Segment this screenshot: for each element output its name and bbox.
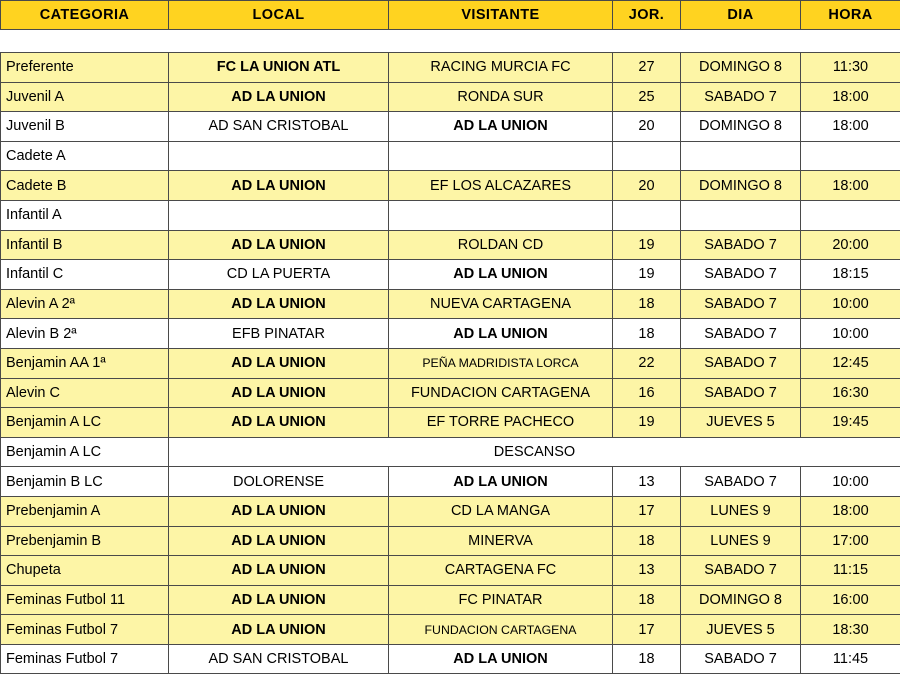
cell-categoria: Alevin C bbox=[1, 378, 169, 408]
cell-dia: SABADO 7 bbox=[681, 467, 801, 497]
table-row bbox=[1, 348, 900, 378]
cell-hora: 10:00 bbox=[801, 289, 900, 319]
cell-hora: 18:00 bbox=[801, 112, 900, 142]
cell-categoria: Alevin B 2ª bbox=[1, 319, 169, 349]
cell-local: AD LA UNION bbox=[169, 171, 389, 201]
cell-local: EFB PINATAR bbox=[169, 319, 389, 349]
cell-jornada: 20 bbox=[613, 112, 681, 142]
cell-dia: DOMINGO 8 bbox=[681, 53, 801, 83]
cell-local: AD LA UNION bbox=[169, 348, 389, 378]
cell-visitante: CD LA MANGA bbox=[389, 496, 613, 526]
cell-dia: DOMINGO 8 bbox=[681, 171, 801, 201]
cell-jornada: 18 bbox=[613, 644, 681, 674]
cell-local: AD LA UNION bbox=[169, 289, 389, 319]
table-row bbox=[1, 556, 900, 586]
cell-local: AD SAN CRISTOBAL bbox=[169, 112, 389, 142]
cell-visitante: FC PINATAR bbox=[389, 585, 613, 615]
cell-visitante: MINERVA bbox=[389, 526, 613, 556]
cell-jornada: 19 bbox=[613, 260, 681, 290]
table-row bbox=[1, 526, 900, 556]
spacer-cell bbox=[1, 30, 900, 53]
cell-local: FC LA UNION ATL bbox=[169, 53, 389, 83]
cell-visitante: EF TORRE PACHECO bbox=[389, 408, 613, 438]
cell-hora: 11:45 bbox=[801, 644, 900, 674]
table-row bbox=[1, 53, 900, 83]
table-row bbox=[1, 496, 900, 526]
cell-jornada: 18 bbox=[613, 289, 681, 319]
cell-jornada: 13 bbox=[613, 556, 681, 586]
cell-hora: 18:00 bbox=[801, 171, 900, 201]
cell-dia: SABADO 7 bbox=[681, 556, 801, 586]
cell-local: AD LA UNION bbox=[169, 82, 389, 112]
table-row bbox=[1, 171, 900, 201]
cell-visitante: AD LA UNION bbox=[389, 644, 613, 674]
table-row bbox=[1, 437, 900, 467]
cell-categoria: Benjamin A LC bbox=[1, 408, 169, 438]
table-row bbox=[1, 112, 900, 142]
cell-categoria: Infantil C bbox=[1, 260, 169, 290]
cell-categoria: Feminas Futbol 11 bbox=[1, 585, 169, 615]
cell-jornada: 13 bbox=[613, 467, 681, 497]
cell-local: CD LA PUERTA bbox=[169, 260, 389, 290]
cell-dia bbox=[681, 200, 801, 230]
cell-categoria: Prebenjamin A bbox=[1, 496, 169, 526]
table-header bbox=[1, 1, 900, 30]
table-row bbox=[1, 378, 900, 408]
cell-visitante: NUEVA CARTAGENA bbox=[389, 289, 613, 319]
cell-jornada: 27 bbox=[613, 53, 681, 83]
cell-jornada: 20 bbox=[613, 171, 681, 201]
cell-hora: 10:00 bbox=[801, 467, 900, 497]
table-row bbox=[1, 615, 900, 645]
cell-categoria: Infantil B bbox=[1, 230, 169, 260]
cell-dia: LUNES 9 bbox=[681, 496, 801, 526]
cell-visitante: AD LA UNION bbox=[389, 319, 613, 349]
cell-categoria: Cadete B bbox=[1, 171, 169, 201]
table-row bbox=[1, 408, 900, 438]
cell-jornada: 17 bbox=[613, 615, 681, 645]
column-header-dia: DIA bbox=[681, 1, 801, 30]
cell-jornada: 22 bbox=[613, 348, 681, 378]
cell-hora: 11:15 bbox=[801, 556, 900, 586]
cell-categoria: Cadete A bbox=[1, 141, 169, 171]
header-row bbox=[1, 1, 900, 30]
table-row bbox=[1, 260, 900, 290]
cell-visitante: FUNDACION CARTAGENA bbox=[389, 378, 613, 408]
cell-hora: 10:00 bbox=[801, 319, 900, 349]
cell-categoria: Feminas Futbol 7 bbox=[1, 644, 169, 674]
column-header-categoria: CATEGORIA bbox=[1, 1, 169, 30]
column-header-local: LOCAL bbox=[169, 1, 389, 30]
cell-hora: 18:30 bbox=[801, 615, 900, 645]
table-row bbox=[1, 319, 900, 349]
cell-local: AD LA UNION bbox=[169, 585, 389, 615]
cell-jornada: 25 bbox=[613, 82, 681, 112]
cell-local: AD LA UNION bbox=[169, 408, 389, 438]
cell-categoria: Chupeta bbox=[1, 556, 169, 586]
cell-visitante: CARTAGENA FC bbox=[389, 556, 613, 586]
cell-categoria: Juvenil A bbox=[1, 82, 169, 112]
cell-jornada: 18 bbox=[613, 585, 681, 615]
cell-visitante bbox=[389, 200, 613, 230]
cell-dia: SABADO 7 bbox=[681, 289, 801, 319]
cell-local: AD LA UNION bbox=[169, 496, 389, 526]
cell-hora: 20:00 bbox=[801, 230, 900, 260]
cell-jornada: 18 bbox=[613, 526, 681, 556]
cell-visitante: RONDA SUR bbox=[389, 82, 613, 112]
cell-dia: SABADO 7 bbox=[681, 319, 801, 349]
cell-local bbox=[169, 141, 389, 171]
cell-categoria: Infantil A bbox=[1, 200, 169, 230]
column-header-visitante: VISITANTE bbox=[389, 1, 613, 30]
cell-categoria: Juvenil B bbox=[1, 112, 169, 142]
cell-hora: 19:45 bbox=[801, 408, 900, 438]
cell-categoria: Benjamin A LC bbox=[1, 437, 169, 467]
spacer-row bbox=[1, 30, 900, 53]
cell-hora: 17:00 bbox=[801, 526, 900, 556]
cell-dia: DOMINGO 8 bbox=[681, 585, 801, 615]
table-row bbox=[1, 230, 900, 260]
cell-jornada: 17 bbox=[613, 496, 681, 526]
cell-categoria: Benjamin B LC bbox=[1, 467, 169, 497]
cell-local: AD LA UNION bbox=[169, 378, 389, 408]
cell-local: DOLORENSE bbox=[169, 467, 389, 497]
cell-dia: JUEVES 5 bbox=[681, 615, 801, 645]
cell-categoria: Prebenjamin B bbox=[1, 526, 169, 556]
table-body bbox=[1, 30, 900, 674]
cell-local: AD LA UNION bbox=[169, 556, 389, 586]
cell-local: AD SAN CRISTOBAL bbox=[169, 644, 389, 674]
cell-categoria: Benjamin AA 1ª bbox=[1, 348, 169, 378]
cell-hora: 18:15 bbox=[801, 260, 900, 290]
cell-visitante: AD LA UNION bbox=[389, 112, 613, 142]
cell-dia: DOMINGO 8 bbox=[681, 112, 801, 142]
cell-dia: SABADO 7 bbox=[681, 260, 801, 290]
table-row bbox=[1, 82, 900, 112]
cell-visitante: AD LA UNION bbox=[389, 467, 613, 497]
table-row bbox=[1, 585, 900, 615]
cell-dia: SABADO 7 bbox=[681, 230, 801, 260]
cell-hora bbox=[801, 141, 900, 171]
table-row bbox=[1, 644, 900, 674]
column-header-hora: HORA bbox=[801, 1, 900, 30]
cell-visitante: FUNDACION CARTAGENA bbox=[389, 615, 613, 645]
cell-dia: JUEVES 5 bbox=[681, 408, 801, 438]
cell-categoria: Feminas Futbol 7 bbox=[1, 615, 169, 645]
cell-jornada bbox=[613, 141, 681, 171]
cell-categoria: Preferente bbox=[1, 53, 169, 83]
cell-dia: SABADO 7 bbox=[681, 378, 801, 408]
cell-jornada bbox=[613, 200, 681, 230]
cell-descanso: DESCANSO bbox=[169, 437, 900, 467]
cell-jornada: 19 bbox=[613, 408, 681, 438]
cell-visitante: ROLDAN CD bbox=[389, 230, 613, 260]
cell-dia: SABADO 7 bbox=[681, 82, 801, 112]
cell-local: AD LA UNION bbox=[169, 526, 389, 556]
cell-jornada: 16 bbox=[613, 378, 681, 408]
cell-hora: 16:00 bbox=[801, 585, 900, 615]
cell-jornada: 19 bbox=[613, 230, 681, 260]
cell-hora: 11:30 bbox=[801, 53, 900, 83]
cell-dia: SABADO 7 bbox=[681, 348, 801, 378]
cell-dia: LUNES 9 bbox=[681, 526, 801, 556]
cell-hora: 16:30 bbox=[801, 378, 900, 408]
cell-hora: 18:00 bbox=[801, 82, 900, 112]
cell-local: AD LA UNION bbox=[169, 615, 389, 645]
cell-visitante: EF LOS ALCAZARES bbox=[389, 171, 613, 201]
table-row bbox=[1, 141, 900, 171]
cell-local bbox=[169, 200, 389, 230]
cell-hora: 18:00 bbox=[801, 496, 900, 526]
table-row bbox=[1, 200, 900, 230]
cell-categoria: Alevin A 2ª bbox=[1, 289, 169, 319]
cell-visitante: AD LA UNION bbox=[389, 260, 613, 290]
cell-visitante: RACING MURCIA FC bbox=[389, 53, 613, 83]
table-row bbox=[1, 467, 900, 497]
cell-dia bbox=[681, 141, 801, 171]
cell-dia: SABADO 7 bbox=[681, 644, 801, 674]
cell-hora bbox=[801, 200, 900, 230]
cell-local: AD LA UNION bbox=[169, 230, 389, 260]
cell-visitante bbox=[389, 141, 613, 171]
column-header-jornada: JOR. bbox=[613, 1, 681, 30]
cell-visitante: PEÑA MADRIDISTA LORCA bbox=[389, 348, 613, 378]
cell-jornada: 18 bbox=[613, 319, 681, 349]
table-row bbox=[1, 289, 900, 319]
cell-hora: 12:45 bbox=[801, 348, 900, 378]
